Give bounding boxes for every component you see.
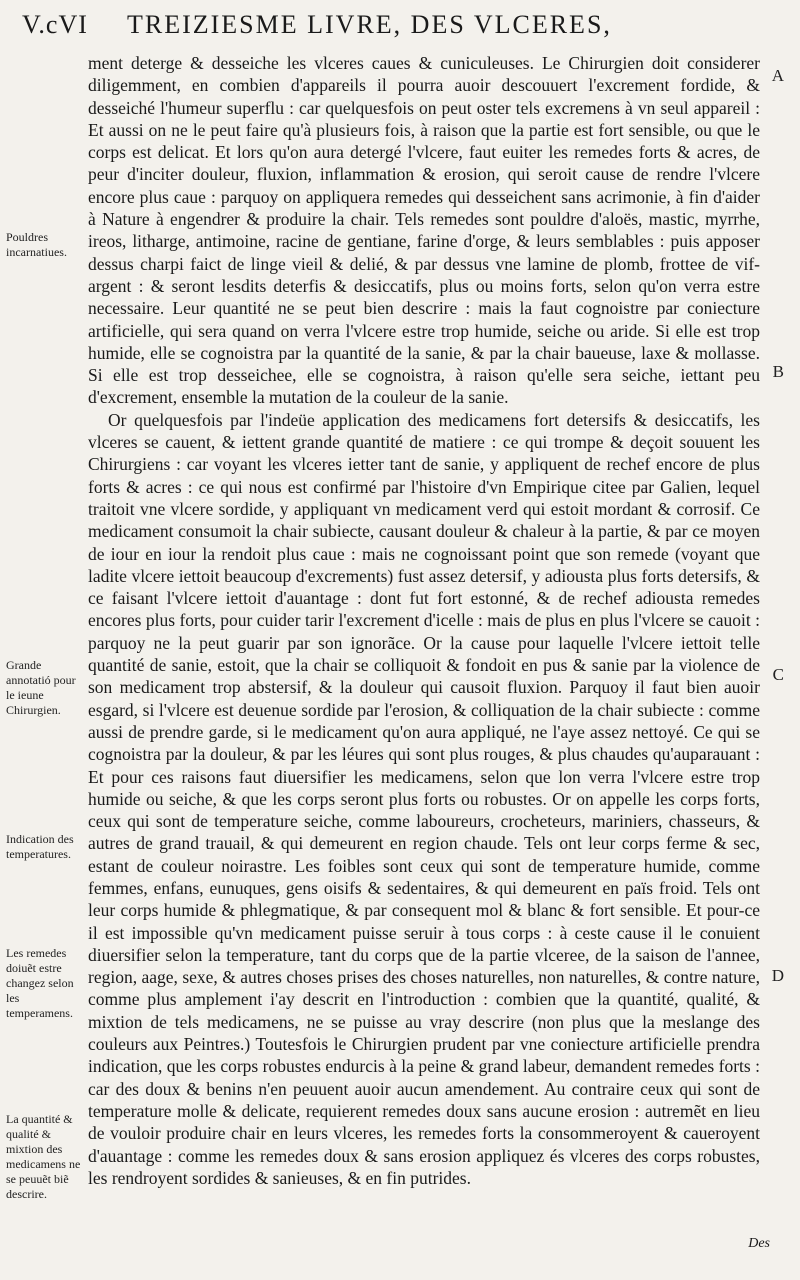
paragraph: Or quelquesfois par l'indeüe application des medicamens fort detersifs & desiccatifs, les vlceres se cauent, & iettent grande quantité de matiere : ce qui trompe & deçoit souuent les Chirurgiens : car voyant les vlceres ietter tant de sanie, y appliquent de rechef encore de plus forts & acres : ce qui nous est confirmé par l'histoire d'vn Empirique citee par Galien, lequel traitoit vne vlcere sordide, y appliquant vn medicament verd qui estoit mordant & corrosif. Ce medicament consumoit la chair subiecte, causant douleur & chaleur à la partie, & par ce moyen de iour en iour la rendoit plus caue : mais ne cognoissant point que son remede (voyant que ladite vlcere iettoit beaucoup d'excrements) fust assez detersif, y adiousta plus forts detersifs, & ce faisant l'vlcere iettoit d'auantage : dont fut fort estonné, & de rechef adiousta remedes encores plus forts, pour cuider tarir l'excrement d'icelle : mais de plus en plus l'vlcere se cauoit : parquoy ne la peut guarir par son ignorãce. Or la cause pour laquelle l'vlcere iettoit telle quantité de sanie, estoit, que la chair se colliquoit & fondoit en pus & sanie par la violence de son medicament trop abstersif, & la douleur qui causoit fluxion. Parquoy il faut bien auoir esgard, si l'vlcere est deuenue sordide par l'erosion, & colliquation de la chair subiecte : comme aussi de prendre garde, si le medicament qu'on aura appliqué, ne l'aye assez nettoyé. Ce qui se cognoistra par la douleur, & par les léures qui sont plus rouges, & plus chaudes qu'auparauant : Et pour ces raisons faut diuersifier les medicamens, selon que lon verra l'vlcere estre trop humide ou seiche, & que les corps seront plus forts ou robustes. Or on appelle les corps forts, ceux qui sont de temperature seiche, comme laboureurs, crocheteurs, mariniers, chasseurs, & autres de grand trauail, & qui demeurent en region chaude. Tels ont leur corps ferme & sec, estant de couleur noirastre. Les foibles sont ceux qui sont de temperature humide, comme femmes, enfans, eunuques, gens oisifs & sedentaires, & qui demeurent en païs froid. Tels ont leur corps humide & phlegmatique, & par consequent mol & blanc & fort sensible. Et pour-ce il est impossible qu'vn medicament puisse seruir à tous corps : à ceste cause il le conuient diuersifier selon la temperature, tant du corps que de la partie vlceree, de la saison de l'annee, region, aage, sexe, & autres choses prises des choses naturelles, non naturelles, & contre nature, comme plus amplement i'ay descrit en l'introduction : combien que la quantité, qualité, & mixtion de tels medicamens, ne se puisse au vray descrire (non plus que la meslange des couleurs aux Peintres.) Toutesfois le Chirurgien prudent par vne coniecture artificielle prendra indication, que les corps robustes endurcis à la peine & grand labeur, demandent remedes forts : car des doux & benins n'en peuuent auoir aucun amendement. Au contraire ceux qui sont de temperature molle & delicate, requierent remedes doux sans aucune erosion : autremẽt en lieu de vouloir produire chair en leurs vlceres, les remedes forts la consommeroyent & caueroyent d'auantage : comme les remedes doux & sans erosion appliquez és vlceres des corps robustes, les rendroyent sordides & sanieuses, & en fin putrides.	[88, 409, 760, 1188]
page-number: V.cVI	[22, 10, 88, 39]
paragraph: ment deterge & desseiche les vlceres caues & cuniculeuses. Le Chirurgien doit considerer diligemment, en combien d'appareils il pourra auoir descouuert l'excrement fordide, & desseiché l'humeur superflu : car quelquesfois on peut oster tels excremens à vn seul appareil : Et aussi on ne le peut faire qu'à plusieurs fois, à raison que la partie est fort sensible, ou que le corps est delicat. Et lors qu'on aura detergé l'vlcere, faut euiter les remedes forts & acres, de peur d'inciter douleur, fluxion, inflammation & erosion, qui seroit cause de rendre l'vlcere encore plus caue : parquoy on appliquera remedes qui desseichent sans acrimonie, à fin d'aider à Nature à engendrer & produire la chair. Tels remedes sont pouldre d'aloës, mastic, myrrhe, ireos, litharge, antimoine, racine de gentiane, farine d'orge, & leurs semblables : puis apposer dessus charpi faict de linge vieil & delié, & par dessus vne lamine de plomb, frottee de vif-argent : & seront lesdits deterfis & desiccatifs, plus ou moins forts, selon qu'on verra estre necessaire. Leur quantité ne se peut bien descrire : mais la faut cognoistre par coniecture artificielle, qui sera quand on verra l'vlcere estre trop humide, seiche ou aride. Si elle est trop humide, elle se cognoistra par la quantité de la sanie, & par la chair baueuse, laxe & mollasse. Si elle est trop desseichee, elle se cognoistra, à raison qu'elle sera seiche, iettant peu d'excrement, ensemble la mutation de la couleur de la sanie.	[88, 53, 760, 408]
main-text	[88, 52, 760, 1189]
page-header	[22, 8, 782, 48]
margin-letter-b: B	[772, 362, 784, 381]
margin-letter-a: A	[771, 66, 784, 85]
margin-letter-c: C	[772, 665, 784, 684]
catchword: Des	[748, 1236, 770, 1251]
margin-note-grande-annotatio: Grande annotatió pour le ieune Chirurgien.	[6, 658, 76, 717]
margin-letter-d: D	[771, 966, 784, 985]
margin-note-indication: Indication des temperatures.	[6, 832, 74, 861]
margin-note-quantite: La quantité & qualité & mixtion des medicamens ne se peuuẽt biẽ descrire.	[6, 1112, 81, 1201]
margin-note-remedes: Les remedes doiuẽt estre changez selon les temperamens.	[6, 946, 74, 1020]
margin-note-pouldres: Pouldres incarnatiues.	[6, 230, 67, 259]
running-title: TREIZIESME LIVRE, DES VLCERES,	[127, 10, 612, 39]
